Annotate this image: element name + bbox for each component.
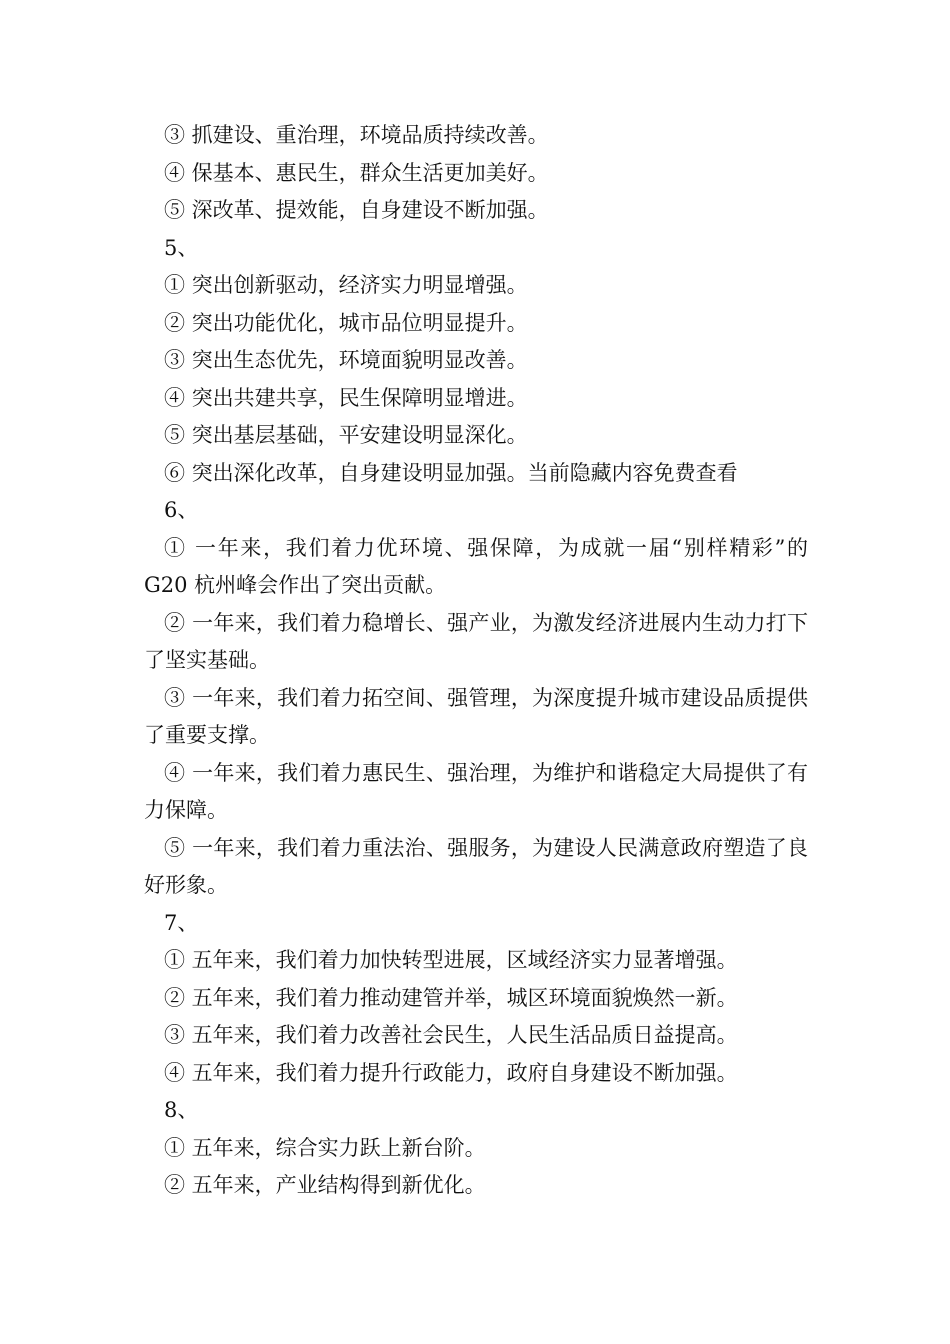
list-item: ⑤ 突出基层基础，平安建设明显深化。: [164, 423, 528, 447]
section-heading-6: 6、: [164, 498, 199, 522]
list-item: ② 五年来，我们着力推动建管并举，城区环境面貌焕然一新。: [164, 985, 738, 1010]
list-item: ② 突出功能优化，城市品位明显提升。: [164, 310, 528, 335]
list-item: ⑥ 突出深化改革，自身建设明显加强。当前隐藏内容免费查看: [164, 460, 738, 485]
list-item: ③ 突出生态优先，环境面貌明显改善。: [164, 348, 528, 372]
list-item: ③ 五年来，我们着力改善社会民生，人民生活品质日益提高。: [164, 1023, 738, 1047]
list-item: ① 突出创新驱动，经济实力明显增强。: [164, 273, 528, 297]
list-item: ② 一年来，我们着力稳增长、强产业，为激发经济进展内生动力打下了坚实基础。: [144, 610, 808, 672]
list-item: ③ 抓建设、重治理，环境品质持续改善。: [164, 123, 549, 147]
list-item: ① 五年来，综合实力跃上新台阶。: [164, 1135, 486, 1160]
section-heading-8: 8、: [164, 1098, 199, 1122]
list-item: ① 一年来，我们着力优环境、强保障，为成就一届“别样精彩”的 G20 杭州峰会作出了突出贡献。: [144, 535, 808, 597]
section-heading-7: 7、: [164, 910, 199, 935]
list-item: ③ 一年来，我们着力拓空间、强管理，为深度提升城市建设品质提供了重要支撑。: [144, 685, 808, 747]
list-item: ④ 保基本、惠民生，群众生活更加美好。: [164, 160, 549, 185]
list-item: ⑤ 一年来，我们着力重法治、强服务，为建设人民满意政府塑造了良好形象。: [144, 835, 808, 897]
list-item: ④ 五年来，我们着力提升行政能力，政府自身建设不断加强。: [164, 1060, 738, 1085]
document-body: [144, 117, 808, 1205]
list-item: ① 五年来，我们着力加快转型进展，区域经济实力显著增强。: [164, 948, 738, 972]
section-heading-5: 5、: [164, 235, 199, 260]
list-item: ⑤ 深改革、提效能，自身建设不断加强。: [164, 198, 549, 222]
list-item: ② 五年来，产业结构得到新优化。: [164, 1173, 486, 1197]
list-item: ④ 突出共建共享，民生保障明显增进。: [164, 385, 528, 410]
list-item: ④ 一年来，我们着力惠民生、强治理，为维护和谐稳定大局提供了有力保障。: [144, 760, 808, 822]
